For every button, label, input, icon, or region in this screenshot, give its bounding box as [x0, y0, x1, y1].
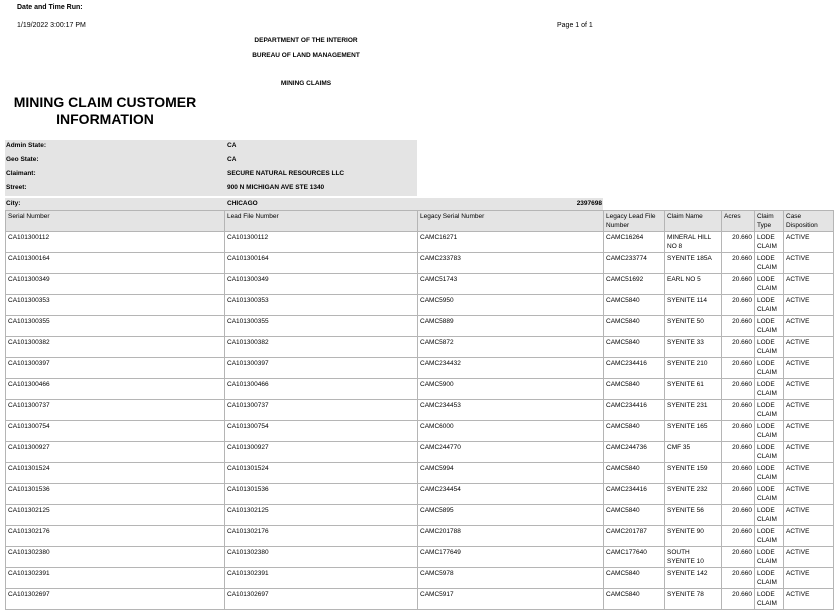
table-cell: SYENITE 142 — [665, 568, 722, 589]
table-cell: CA101300754 — [6, 421, 225, 442]
table-cell: SYENITE 114 — [665, 295, 722, 316]
table-cell: CAMC234416 — [604, 358, 665, 379]
table-cell: 20.660 — [722, 379, 755, 400]
table-row — [6, 316, 834, 337]
table-cell: CA101300927 — [6, 442, 225, 463]
table-cell: CA101300927 — [225, 442, 418, 463]
table-cell: LODE CLAIM — [755, 316, 784, 337]
table-cell: ACTIVE — [784, 526, 834, 547]
table-header-row — [6, 211, 834, 232]
table-cell: 20.660 — [722, 547, 755, 568]
table-cell: CAMC5994 — [418, 463, 604, 484]
table-cell: CAMC5840 — [604, 463, 665, 484]
table-cell: CA101300112 — [225, 232, 418, 253]
table-cell: CAMC5900 — [418, 379, 604, 400]
table-cell: LODE CLAIM — [755, 484, 784, 505]
column-header: Legacy Serial Number — [418, 211, 604, 232]
table-row — [6, 379, 834, 400]
department-heading: DEPARTMENT OF THE INTERIOR — [254, 37, 358, 44]
table-cell: ACTIVE — [784, 568, 834, 589]
table-cell: EARL NO 5 — [665, 274, 722, 295]
table-cell: SYENITE 33 — [665, 337, 722, 358]
table-row — [6, 400, 834, 421]
table-cell: CAMC5840 — [604, 316, 665, 337]
table-cell: LODE CLAIM — [755, 526, 784, 547]
table-cell: 20.660 — [722, 568, 755, 589]
table-cell: CMF 35 — [665, 442, 722, 463]
page-indicator: Page 1 of 1 — [557, 22, 593, 29]
table-cell: SYENITE 159 — [665, 463, 722, 484]
admin-state-row — [5, 140, 417, 154]
table-cell: CA101300382 — [225, 337, 418, 358]
table-cell: CAMC5840 — [604, 505, 665, 526]
table-cell: CA101302380 — [6, 547, 225, 568]
table-row — [6, 442, 834, 463]
table-cell: LODE CLAIM — [755, 295, 784, 316]
table-cell: ACTIVE — [784, 358, 834, 379]
table-cell: ACTIVE — [784, 232, 834, 253]
admin-state-label: Admin State: — [6, 142, 47, 149]
table-cell: 20.660 — [722, 421, 755, 442]
table-cell: 20.660 — [722, 232, 755, 253]
table-cell: LODE CLAIM — [755, 463, 784, 484]
table-cell: ACTIVE — [784, 316, 834, 337]
table-cell: CAMC5840 — [604, 568, 665, 589]
table-cell: ACTIVE — [784, 484, 834, 505]
table-cell: LODE CLAIM — [755, 442, 784, 463]
table-cell: CAMC6000 — [418, 421, 604, 442]
geo-state-label: Geo State: — [6, 156, 39, 163]
column-header: Lead File Number — [225, 211, 418, 232]
table-cell: CAMC201788 — [418, 526, 604, 547]
table-cell: LODE CLAIM — [755, 421, 784, 442]
table-cell: CA101300353 — [6, 295, 225, 316]
table-cell: CA101302176 — [6, 526, 225, 547]
table-cell: LODE CLAIM — [755, 274, 784, 295]
column-header: Claim Type — [755, 211, 784, 232]
table-cell: LODE CLAIM — [755, 358, 784, 379]
table-cell: SYENITE 90 — [665, 526, 722, 547]
table-cell: 20.660 — [722, 589, 755, 610]
table-cell: CA101302697 — [6, 589, 225, 610]
table-cell: 20.660 — [722, 316, 755, 337]
table-cell: CAMC5895 — [418, 505, 604, 526]
table-cell: CAMC234416 — [604, 400, 665, 421]
table-cell: 20.660 — [722, 442, 755, 463]
table-cell: CAMC51692 — [604, 274, 665, 295]
table-cell: 20.660 — [722, 484, 755, 505]
table-cell: 20.660 — [722, 400, 755, 421]
table-cell: CA101301524 — [225, 463, 418, 484]
table-cell: CA101300737 — [6, 400, 225, 421]
table-cell: CAMC5889 — [418, 316, 604, 337]
table-cell: ACTIVE — [784, 463, 834, 484]
claimant-label: Claimant: — [6, 170, 36, 177]
table-cell: LODE CLAIM — [755, 589, 784, 610]
table-cell: CA101300112 — [6, 232, 225, 253]
city-value: CHICAGO — [227, 200, 258, 207]
table-cell: CAMC51743 — [418, 274, 604, 295]
table-row — [6, 505, 834, 526]
table-cell: SYENITE 232 — [665, 484, 722, 505]
table-cell: CAMC233783 — [418, 253, 604, 274]
table-cell: CAMC5840 — [604, 379, 665, 400]
table-cell: CAMC244736 — [604, 442, 665, 463]
table-cell: CAMC5872 — [418, 337, 604, 358]
table-cell: 20.660 — [722, 337, 755, 358]
page-title: MINING CLAIM CUSTOMER INFORMATION — [13, 94, 197, 127]
table-cell: CA101300164 — [6, 253, 225, 274]
claimant-row — [5, 168, 417, 182]
table-cell: 20.660 — [722, 526, 755, 547]
section-heading: MINING CLAIMS — [280, 80, 332, 87]
table-cell: LODE CLAIM — [755, 547, 784, 568]
table-cell: CAMC177649 — [418, 547, 604, 568]
table-cell: SYENITE 210 — [665, 358, 722, 379]
table-cell: CA101300164 — [225, 253, 418, 274]
table-cell: LODE CLAIM — [755, 379, 784, 400]
table-cell: SYENITE 185A — [665, 253, 722, 274]
customer-info-block — [5, 140, 417, 196]
table-cell: 20.660 — [722, 295, 755, 316]
table-cell: LODE CLAIM — [755, 505, 784, 526]
table-cell: CAMC5840 — [604, 295, 665, 316]
table-row — [6, 463, 834, 484]
table-cell: CAMC5840 — [604, 337, 665, 358]
table-cell: ACTIVE — [784, 400, 834, 421]
date-time-value: 1/19/2022 3:00:17 PM — [17, 22, 86, 29]
table-cell: CA101300353 — [225, 295, 418, 316]
table-cell: CAMC234453 — [418, 400, 604, 421]
claims-table — [5, 210, 834, 610]
table-cell: SYENITE 61 — [665, 379, 722, 400]
table-cell: ACTIVE — [784, 253, 834, 274]
street-row — [5, 182, 417, 196]
table-cell: LODE CLAIM — [755, 568, 784, 589]
table-cell: ACTIVE — [784, 589, 834, 610]
table-cell: SYENITE 50 — [665, 316, 722, 337]
table-cell: CA101302391 — [6, 568, 225, 589]
table-cell: 20.660 — [722, 253, 755, 274]
table-cell: CAMC201787 — [604, 526, 665, 547]
table-cell: CAMC5840 — [604, 421, 665, 442]
claimant-value: SECURE NATURAL RESOURCES LLC — [227, 170, 345, 177]
table-row — [6, 589, 834, 610]
table-cell: SYENITE 56 — [665, 505, 722, 526]
date-time-label: Date and Time Run: — [17, 4, 83, 11]
street-label: Street: — [6, 184, 27, 191]
table-row — [6, 295, 834, 316]
table-cell: CAMC5950 — [418, 295, 604, 316]
table-row — [6, 358, 834, 379]
table-cell: CA101300355 — [6, 316, 225, 337]
table-cell: CAMC5978 — [418, 568, 604, 589]
table-cell: CAMC234432 — [418, 358, 604, 379]
table-cell: CA101302391 — [225, 568, 418, 589]
table-cell: CA101302125 — [225, 505, 418, 526]
table-cell: CA101301524 — [6, 463, 225, 484]
table-cell: 20.660 — [722, 274, 755, 295]
table-cell: 20.660 — [722, 505, 755, 526]
table-cell: ACTIVE — [784, 379, 834, 400]
table-cell: CAMC5840 — [604, 589, 665, 610]
table-cell: CA101300397 — [6, 358, 225, 379]
table-cell: CAMC233774 — [604, 253, 665, 274]
column-header: Serial Number — [6, 211, 225, 232]
table-cell: CA101300349 — [6, 274, 225, 295]
table-cell: LODE CLAIM — [755, 232, 784, 253]
geo-state-row — [5, 154, 417, 168]
geo-state-value: CA — [227, 156, 237, 163]
table-cell: ACTIVE — [784, 547, 834, 568]
table-row — [6, 526, 834, 547]
column-header: Case Disposition — [784, 211, 834, 232]
table-cell: CAMC177640 — [604, 547, 665, 568]
column-header: Acres — [722, 211, 755, 232]
table-row — [6, 484, 834, 505]
table-cell: CAMC234416 — [604, 484, 665, 505]
column-header: Claim Name — [665, 211, 722, 232]
table-cell: LODE CLAIM — [755, 337, 784, 358]
table-cell: CAMC16271 — [418, 232, 604, 253]
table-cell: MINERAL HILL NO 8 — [665, 232, 722, 253]
table-cell: SYENITE 231 — [665, 400, 722, 421]
admin-state-value: CA — [227, 142, 237, 149]
table-row — [6, 253, 834, 274]
table-cell: CA101300397 — [225, 358, 418, 379]
table-row — [6, 274, 834, 295]
table-row — [6, 568, 834, 589]
zip-value: 2397698 — [576, 200, 602, 207]
table-cell: CA101300349 — [225, 274, 418, 295]
table-cell: CA101300355 — [225, 316, 418, 337]
table-cell: CA101300754 — [225, 421, 418, 442]
table-cell: ACTIVE — [784, 274, 834, 295]
table-cell: 20.660 — [722, 463, 755, 484]
table-cell: 20.660 — [722, 358, 755, 379]
table-cell: SOUTH SYENITE 10 — [665, 547, 722, 568]
table-row — [6, 547, 834, 568]
table-cell: SYENITE 78 — [665, 589, 722, 610]
table-row — [6, 337, 834, 358]
claims-table-body — [6, 232, 834, 610]
table-cell: SYENITE 165 — [665, 421, 722, 442]
table-cell: ACTIVE — [784, 505, 834, 526]
table-cell: CA101300466 — [225, 379, 418, 400]
table-cell: CA101302380 — [225, 547, 418, 568]
table-row — [6, 232, 834, 253]
table-cell: CAMC244770 — [418, 442, 604, 463]
table-cell: CA101302176 — [225, 526, 418, 547]
table-cell: ACTIVE — [784, 295, 834, 316]
column-header: Legacy Lead File Number — [604, 211, 665, 232]
table-cell: CA101300382 — [6, 337, 225, 358]
table-cell: CAMC16264 — [604, 232, 665, 253]
table-cell: ACTIVE — [784, 442, 834, 463]
city-label: City: — [6, 200, 21, 207]
table-cell: CA101302697 — [225, 589, 418, 610]
table-cell: CA101302125 — [6, 505, 225, 526]
street-value: 900 N MICHIGAN AVE STE 1340 — [227, 184, 325, 191]
table-row — [6, 421, 834, 442]
table-cell: CA101300737 — [225, 400, 418, 421]
table-cell: LODE CLAIM — [755, 253, 784, 274]
table-cell: CA101301536 — [6, 484, 225, 505]
table-cell: LODE CLAIM — [755, 400, 784, 421]
table-cell: ACTIVE — [784, 337, 834, 358]
table-cell: CAMC5917 — [418, 589, 604, 610]
table-cell: ACTIVE — [784, 421, 834, 442]
table-cell: CA101301536 — [225, 484, 418, 505]
bureau-heading: BUREAU OF LAND MANAGEMENT — [252, 52, 360, 59]
table-cell: CA101300466 — [6, 379, 225, 400]
table-cell: CAMC234454 — [418, 484, 604, 505]
